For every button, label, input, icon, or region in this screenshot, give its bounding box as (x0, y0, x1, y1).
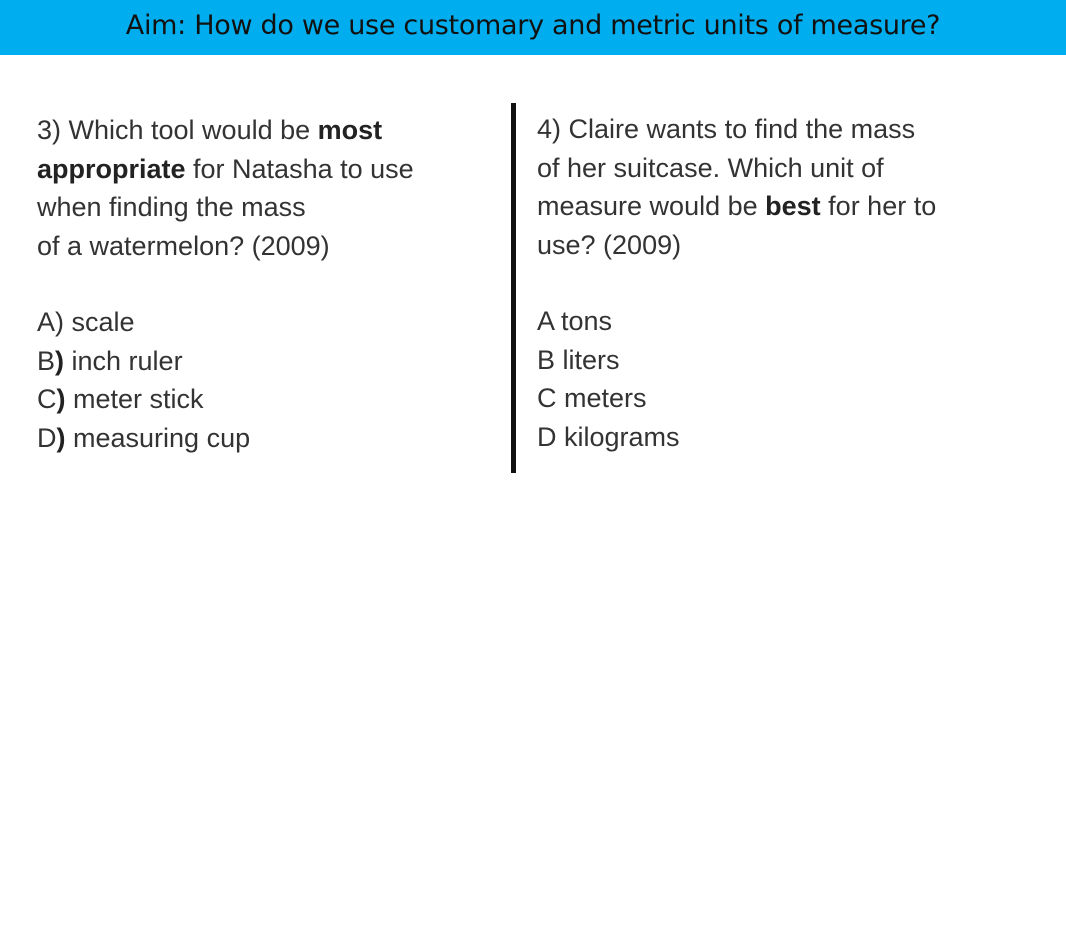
choice-b (37, 342, 507, 381)
title-bar (0, 0, 1066, 55)
choice-paren: ) (55, 345, 65, 376)
choice-a (37, 303, 507, 342)
stem-emphasis: appropriate (37, 153, 186, 184)
spacer (37, 265, 507, 303)
question-3-stem-line (37, 188, 507, 227)
page-title: Aim: How do we use customary and metric units of measure? (125, 10, 941, 41)
choice-c: C meters (537, 383, 647, 413)
choice-text: measuring cup (65, 422, 251, 453)
choice-text: inch ruler (64, 345, 183, 376)
choice-letter: B (37, 345, 56, 376)
question-4-stem-line (537, 110, 1037, 149)
stem-emphasis: most (317, 115, 383, 145)
question-3-stem-line (37, 111, 507, 150)
question-3 (37, 111, 507, 457)
choice-b: B liters (537, 344, 620, 375)
choice-paren: ) (56, 384, 66, 414)
choice-d (37, 419, 507, 458)
choice-paren: ) (56, 422, 66, 453)
choice-letter: D (37, 422, 57, 453)
stem-text: when finding the mass (37, 192, 306, 222)
stem-text: 4) Claire wants to find the mass (537, 114, 916, 144)
column-divider (511, 103, 516, 473)
stem-text: of her suitcase. Which unit of (537, 152, 884, 183)
question-3-stem-line (37, 227, 507, 266)
question-4-stem-line (537, 226, 1037, 265)
question-4-stem-line (537, 149, 1037, 188)
stem-text: 3) Which tool would be (37, 115, 318, 145)
stem-emphasis: best (765, 191, 821, 221)
choice-letter: A (37, 307, 56, 337)
stem-text: measure would be (537, 191, 766, 221)
choice-d: D kilograms (537, 421, 680, 452)
stem-text: for her to (820, 191, 937, 221)
choice-paren: ) (55, 307, 65, 337)
stem-text: for Natasha to use (185, 153, 414, 184)
choice-text: scale (64, 307, 135, 337)
choice-a: A tons (537, 306, 613, 336)
question-4-stem-line (537, 187, 1037, 226)
stem-text: use? (2009) (537, 229, 682, 260)
choice-c (37, 380, 507, 419)
spacer (537, 264, 1037, 302)
question-4 (537, 110, 1037, 456)
choice-letter: C (37, 384, 57, 414)
question-3-stem-line (37, 150, 507, 189)
stem-text: of a watermelon? (2009) (37, 230, 330, 261)
choice-text: meter stick (65, 384, 204, 414)
